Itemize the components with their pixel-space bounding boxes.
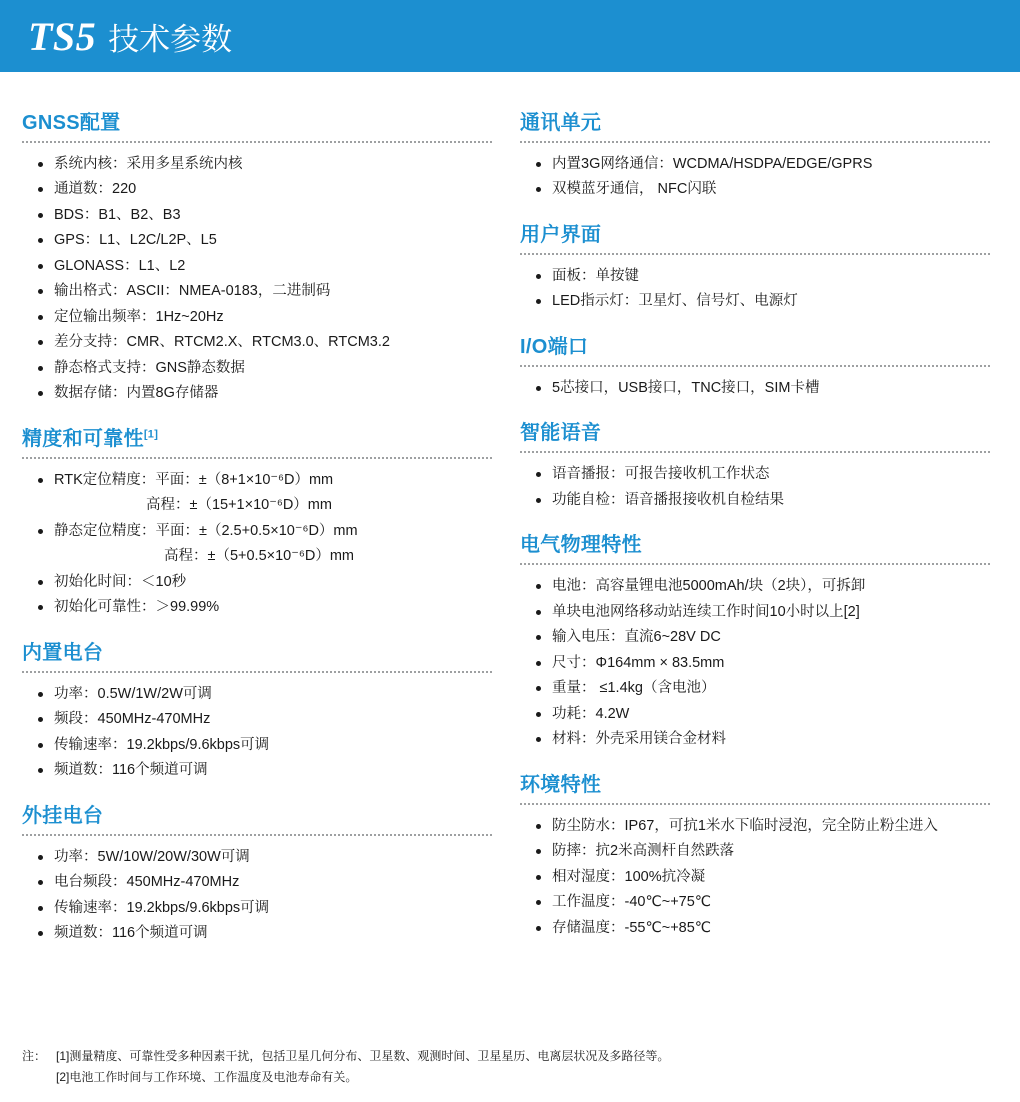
list-item: 初始化可靠性：＞99.99%: [36, 596, 492, 619]
list-item: 材料：外壳采用镁合金材料: [534, 728, 990, 751]
list-item: 内置3G网络通信：WCDMA/HSDPA/EDGE/GPRS: [534, 153, 990, 176]
list-item-continuation: [36, 494, 492, 517]
section-title-text: 电气物理特性: [520, 534, 642, 557]
section-title-text: GNSS配置: [22, 112, 121, 134]
list-item: 差分支持：CMR、RTCM2.X、RTCM3.0、RTCM3.2: [36, 331, 492, 354]
section-title: [520, 416, 990, 445]
list-item: 频道数：116个频道可调: [36, 922, 492, 945]
list-item: 单块电池网络移动站连续工作时间10小时以上[2]: [534, 601, 990, 624]
list-item: 电池：高容量锂电池5000mAh/块（2块），可拆卸: [534, 575, 990, 598]
footnote-text: [2]电池工作时间与工作环境、工作温度及电池寿命有关。: [56, 1070, 358, 1084]
section-divider: [520, 563, 990, 565]
list-item: LED指示灯：卫星灯、信号灯、电源灯: [534, 290, 990, 313]
spec-list: [520, 463, 990, 512]
section-external-radio: [22, 799, 492, 946]
right-column: [520, 90, 990, 952]
list-item: 防尘防水：IP67，可抗1米水下临时浸泡，完全防止粉尘进入: [534, 815, 990, 838]
section-divider: [22, 457, 492, 459]
spec-list: [520, 265, 990, 314]
list-item: GPS：L1、L2C/L2P、L5: [36, 229, 492, 252]
list-item: 防摔：抗2米高测杆自然跌落: [534, 840, 990, 863]
spec-list: [520, 377, 990, 400]
section-title: [520, 330, 990, 359]
list-item: 语音播报：可报告接收机工作状态: [534, 463, 990, 486]
list-item: 功耗：4.2W: [534, 703, 990, 726]
list-item: 数据存储：内置8G存储器: [36, 382, 492, 405]
list-item: 输入电压：直流6~28V DC: [534, 626, 990, 649]
list-item: BDS：B1、B2、B3: [36, 204, 492, 227]
list-item: 尺寸：Φ164mm × 83.5mm: [534, 652, 990, 675]
section-divider: [520, 365, 990, 367]
list-item-text: 高程：±（5+0.5×10⁻⁶D）mm: [164, 548, 354, 565]
section-user-interface: [520, 218, 990, 314]
section-title-text: 精度和可靠性: [22, 427, 144, 450]
list-item: 传输速率：19.2kbps/9.6kbps可调: [36, 897, 492, 920]
list-item: 初始化时间：＜10秒: [36, 571, 492, 594]
list-item: 双模蓝牙通信， NFC闪联: [534, 178, 990, 201]
list-item: 功率：5W/10W/20W/30W可调: [36, 846, 492, 869]
section-internal-radio: [22, 636, 492, 783]
section-title-text: 通讯单元: [520, 112, 602, 134]
list-item: 频段：450MHz-470MHz: [36, 708, 492, 731]
list-item: 5芯接口，USB接口，TNC接口，SIM卡槽: [534, 377, 990, 400]
list-item: GLONASS：L1、L2: [36, 255, 492, 278]
section-io-ports: [520, 330, 990, 400]
list-item: 工作温度：-40℃~+75℃: [534, 891, 990, 914]
spec-list: [22, 846, 492, 946]
section-electrical-physical: [520, 528, 990, 751]
page-header: [0, 0, 1020, 72]
list-item: 频道数：116个频道可调: [36, 759, 492, 782]
section-title: [22, 106, 492, 135]
spec-list: [520, 153, 990, 202]
list-item: 静态格式支持：GNS静态数据: [36, 357, 492, 380]
list-item-continuation: [36, 545, 492, 568]
section-divider: [520, 451, 990, 453]
list-item: 系统内核：采用多星系统内核: [36, 153, 492, 176]
footnote-label: 注：: [22, 1049, 47, 1063]
list-item: 传输速率：19.2kbps/9.6kbps可调: [36, 734, 492, 757]
list-item: RTK定位精度：平面：±（8+1×10⁻⁶D）mm: [36, 469, 492, 492]
spec-list: [520, 575, 990, 751]
list-item-text: 高程：±（15+1×10⁻⁶D）mm: [146, 497, 332, 514]
section-divider: [520, 803, 990, 805]
section-title-text: 内置电台: [22, 641, 104, 664]
list-item: 功能自检：语音播报接收机自检结果: [534, 489, 990, 512]
left-column: [22, 90, 492, 952]
spec-list: [22, 683, 492, 783]
spec-list: [22, 469, 492, 620]
list-item: 面板：单按键: [534, 265, 990, 288]
section-title: [22, 636, 492, 665]
section-title: [520, 768, 990, 797]
footnote-text: [1]测量精度、可靠性受多种因素干扰，包括卫星几何分布、卫星数、观测时间、卫星星历、电离层状况及多路径等。: [56, 1049, 670, 1063]
section-smart-voice: [520, 416, 990, 512]
footnote-row: [22, 1067, 1002, 1088]
section-title: [520, 528, 990, 557]
section-divider: [22, 141, 492, 143]
spec-columns: [0, 72, 1020, 952]
section-title-text: 外挂电台: [22, 804, 104, 827]
list-item: 通道数：220: [36, 178, 492, 201]
section-divider: [22, 834, 492, 836]
list-item: 存储温度：-55℃~+85℃: [534, 917, 990, 940]
spec-list: [520, 815, 990, 940]
section-environmental: [520, 768, 990, 940]
list-item: 电台频段：450MHz-470MHz: [36, 871, 492, 894]
product-model: TS5: [28, 13, 97, 59]
section-title-text: 用户界面: [520, 223, 602, 246]
section-divider: [520, 253, 990, 255]
list-item: 功率：0.5W/1W/2W可调: [36, 683, 492, 706]
section-title-footnote: [1]: [143, 428, 159, 441]
section-title: [520, 218, 990, 247]
page-title: 技术参数: [108, 21, 233, 57]
section-title-text: I/O端口: [520, 335, 589, 358]
section-title: [520, 106, 990, 135]
section-communication-unit: [520, 106, 990, 202]
section-gnss-config: [22, 106, 492, 406]
section-divider: [22, 671, 492, 673]
section-divider: [520, 141, 990, 143]
section-title: [22, 799, 492, 828]
list-item: 相对湿度：100%抗冷凝: [534, 866, 990, 889]
spec-list: [22, 153, 492, 406]
section-accuracy-reliability: [22, 422, 492, 620]
list-item: 定位输出频率：1Hz~20Hz: [36, 306, 492, 329]
footnote-row: [22, 1046, 1002, 1067]
list-item: 重量： ≤1.4kg（含电池）: [534, 677, 990, 700]
section-title-text: 环境特性: [520, 773, 602, 796]
list-item: 输出格式：ASCII：NMEA-0183，二进制码: [36, 280, 492, 303]
section-title-text: 智能语音: [520, 422, 602, 445]
section-title: [22, 422, 492, 451]
list-item: 静态定位精度：平面：±（2.5+0.5×10⁻⁶D）mm: [36, 520, 492, 543]
footnotes: [22, 1046, 1002, 1088]
